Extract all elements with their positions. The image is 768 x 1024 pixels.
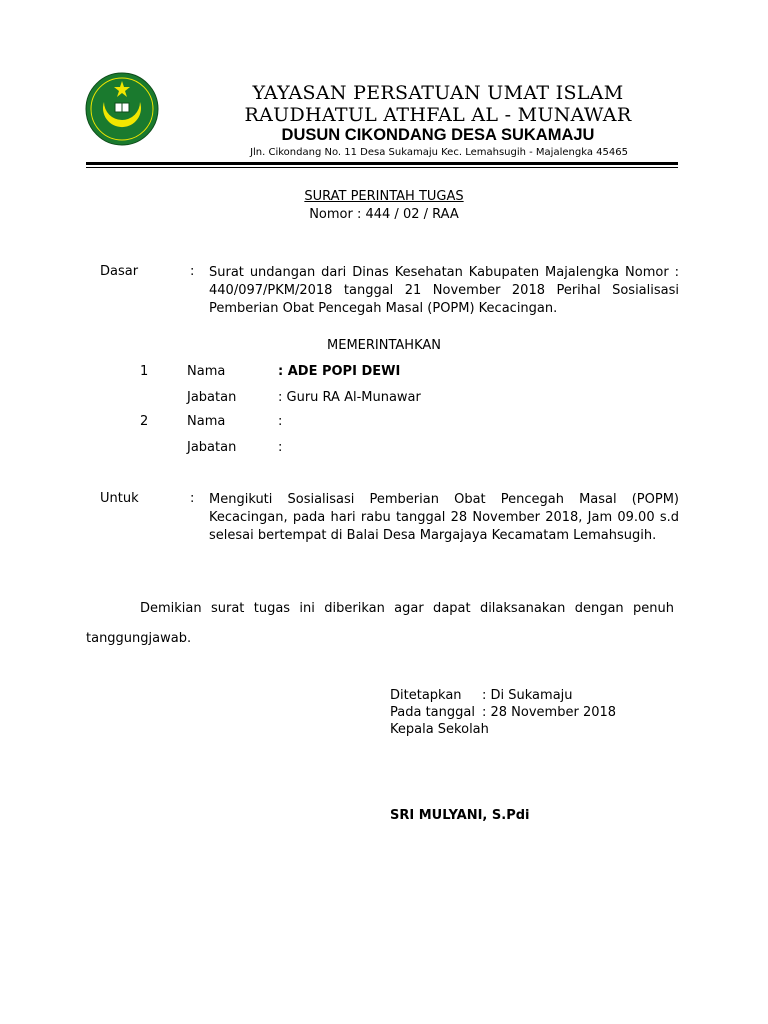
person-2-number: 2 <box>140 414 149 429</box>
letterhead-line-3: DUSUN CIKONDANG DESA SUKAMAJU <box>281 126 595 144</box>
signer-position: Kepala Sekolah <box>390 722 489 737</box>
letter-title: SURAT PERINTAH TUGAS <box>304 189 464 204</box>
closing-paragraph: Demikian surat tugas ini diberikan agar dapat dilaksanakan dengan penuh tanggungjawab. <box>86 601 674 646</box>
signer-name: SRI MULYANI, S.Pdi <box>390 808 530 823</box>
memerintahkan-heading: MEMERINTAHKAN <box>327 338 441 353</box>
untuk-colon: : <box>190 491 195 506</box>
person-1-jabatan-value: : Guru RA Al-Munawar <box>278 390 421 405</box>
letterhead-rule-thick <box>86 162 678 165</box>
letterhead-rule-thin <box>86 167 678 168</box>
person-2-nama-label: Nama <box>187 414 226 429</box>
dasar-label: Dasar <box>100 264 139 279</box>
ditetapkan-label: Ditetapkan <box>390 688 462 703</box>
institution-logo-icon <box>85 72 159 146</box>
person-1-number: 1 <box>140 364 149 379</box>
person-2-jabatan-value: : <box>278 440 283 455</box>
letter-number: Nomor : 444 / 02 / RAA <box>309 207 459 222</box>
person-2-jabatan-label: Jabatan <box>187 440 237 455</box>
person-1-nama-value: : ADE POPI DEWI <box>278 364 401 379</box>
untuk-text: Mengikuti Sosialisasi Pemberian Obat Pencegah Masal (POPM) Kecacingan, pada hari rabu tanggal 28 November 2018, Jam 09.00 s.d selesai bertempat di Balai Desa Margajaya Kecamatam Lemahsugih. <box>209 492 679 543</box>
letterhead-address: Jln. Cikondang No. 11 Desa Sukamaju Kec. Lemahsugih - Majalengka 45465 <box>250 147 628 158</box>
letterhead-line-2: RAUDHATUL ATHFAL AL - MUNAWAR <box>244 104 632 126</box>
person-2-nama-value: : <box>278 414 283 429</box>
dasar-text: Surat undangan dari Dinas Kesehatan Kabupaten Majalengka Nomor : 440/097/PKM/2018 tanggal 21 November 2018 Perihal Sosialisasi Pemberian Obat Pencegah Masal (POPM) Kecacingan. <box>209 265 679 316</box>
tanggal-value: : 28 November 2018 <box>482 705 617 720</box>
dasar-colon: : <box>190 264 195 279</box>
person-1-nama-label: Nama <box>187 364 226 379</box>
ditetapkan-value: : Di Sukamaju <box>482 688 573 703</box>
untuk-label: Untuk <box>100 491 139 506</box>
tanggal-label: Pada tanggal <box>390 705 475 720</box>
letterhead-line-1: YAYASAN PERSATUAN UMAT ISLAM <box>252 82 624 104</box>
person-1-jabatan-label: Jabatan <box>187 390 237 405</box>
